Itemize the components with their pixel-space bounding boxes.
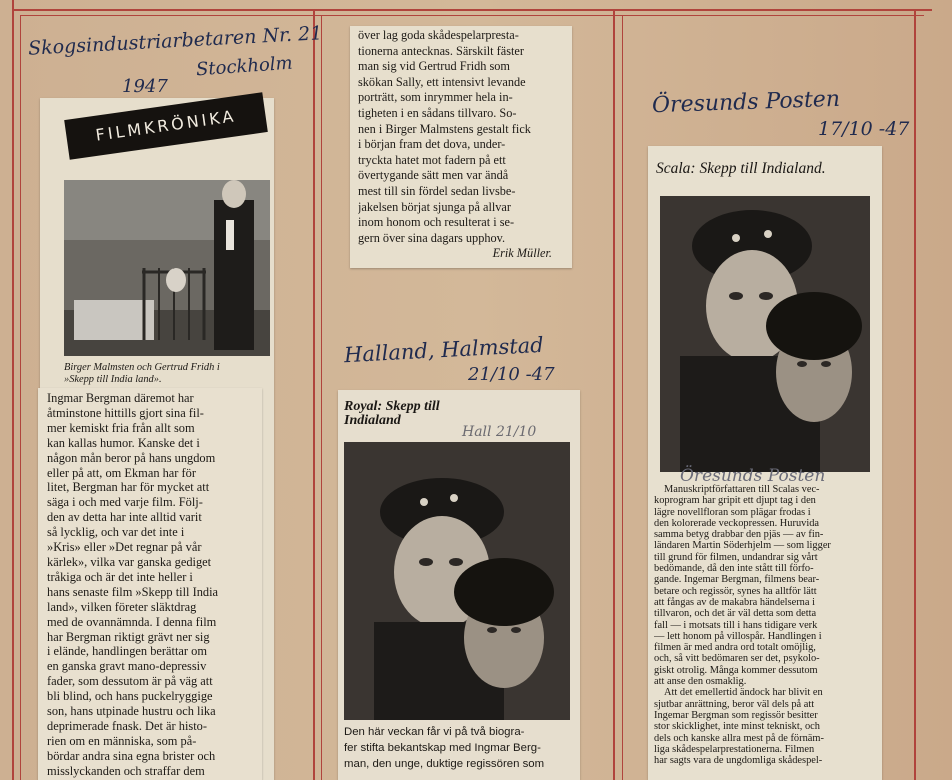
handwritten-date-right: 17/10 -47 (818, 118, 910, 140)
portrait-illustration (660, 196, 870, 472)
body-line: den av detta har inte alltid varit (47, 510, 202, 525)
portrait-illustration (344, 442, 570, 720)
middle-top-clipping (350, 26, 572, 268)
body-line: porträtt, som inrymmer hela in- (358, 90, 513, 105)
body-line: — lett honom på villospår. Handlingen i (654, 630, 822, 642)
handwritten-source-middle: Halland, Halmstad (343, 332, 545, 368)
page-border-top-inner (20, 15, 924, 16)
middle-headline (344, 400, 440, 428)
body-line: fer stifta bekantskap med Ingmar Berg- (344, 742, 541, 754)
right-film-still (660, 196, 870, 472)
middle-bottom-body (338, 724, 580, 772)
column-rule-1b (321, 15, 322, 780)
body-line: man, den unge, duktige regissören som (344, 758, 545, 770)
body-line: Ingemar Bergman som regissör besitter (654, 709, 818, 721)
headline-line: Royal: Skepp till (344, 399, 440, 414)
body-line: i elände, handlingen berättar om (47, 644, 207, 659)
left-article-clipping (38, 388, 262, 780)
body-line: har Bergman riktigt grävt ner sig (47, 629, 210, 644)
body-line: tråkiga och är det inte heller i (47, 569, 193, 584)
body-line: ländaren Martin Söderhjelm — som ligger (654, 540, 831, 552)
body-line: koprogram har gripit ett djupt tag i den (654, 495, 816, 507)
body-line: bedömande, då den inte stått till förfo- (654, 563, 814, 575)
column-rule-2a (613, 10, 615, 780)
right-article-body (654, 484, 878, 766)
body-line: skökan Sally, ett intensivt levande (358, 74, 526, 89)
handwritten-source-right: Öresunds Posten (651, 86, 841, 119)
body-line: åtminstone hittills gjort sina fil- (47, 405, 204, 420)
body-line: Manuskriptförfattaren till Scalas vec- (664, 484, 820, 495)
body-line: tionerna antecknas. Särskilt fäster (358, 43, 524, 58)
body-line: mest till sin fördel sedan livsbe- (358, 183, 516, 198)
body-line: gande. Ingemar Bergman, filmens bear- (654, 574, 820, 586)
body-line: tillvaron, och det är väl detta som detta (654, 608, 817, 620)
body-line: dels och kanske allra mest på de förnäm- (654, 732, 824, 744)
body-line: filmen är med andra ord totalt omöjlig, (654, 642, 816, 654)
body-line: Den här veckan får vi på två biogra- (344, 726, 525, 738)
page-border-right (914, 10, 916, 780)
body-line: i början fram det dova, under- (358, 137, 506, 152)
body-line: Att det emellertid ändock har blivit en (664, 687, 823, 699)
middle-top-body (352, 28, 572, 262)
body-line: son, hans utpinade hustru och lika (47, 704, 216, 719)
body-line: stor skicklighet, inte minst tekniskt, och (654, 721, 820, 733)
body-line: och, så vitt bedömaren ser det, psykolo- (654, 653, 820, 665)
body-line: över lag goda skådespelarpresta- (358, 28, 519, 42)
body-line: liga skådespelarprestationerna. Filmen (654, 743, 815, 755)
body-line: »Kris» eller »Det regnar på vår (47, 540, 202, 555)
middle-bottom-clipping (338, 390, 580, 780)
body-line: den kolorerade veckopressen. Huruvida (654, 517, 820, 529)
handwritten-source-left: Skogsindustriarbetaren Nr. 21 (27, 22, 323, 60)
handwritten-year-left: 1947 (122, 76, 168, 97)
body-line: säga i och med varje film. Följ- (47, 495, 203, 510)
middle-film-still (344, 442, 570, 720)
body-line: kan kallas humor. Kanske det i (47, 435, 200, 450)
body-line: rien om en människa, som på- (47, 733, 197, 748)
body-line: land», vilken företer släktdrag (47, 599, 197, 614)
body-line: samma betyg drabbar den pjäs — av fin- (654, 529, 824, 541)
body-line: eller på att, om Ekman har för (47, 465, 196, 480)
page-border-left (12, 0, 14, 780)
handwritten-date-middle: 21/10 -47 (468, 364, 555, 385)
body-line: tigheten i en sådans tillvaro. So- (358, 105, 517, 120)
signature: Erik Müller. (492, 246, 552, 261)
left-article-body (41, 391, 259, 779)
body-line: har sagts vara de ungdomliga skådespel- (654, 755, 823, 767)
body-line: tryckta hatet mot fadern på ett (358, 152, 506, 167)
body-line: Ingmar Bergman däremot har (47, 391, 194, 405)
left-film-still (64, 180, 270, 356)
body-line: nen i Birger Malmstens gestalt fick (358, 121, 531, 136)
body-line: gern över sina dagars upphov. (358, 230, 506, 245)
page-border-top (12, 9, 932, 11)
body-line: man sig vid Gertrud Fridh som (358, 59, 510, 74)
body-line: sjutbar anrättning, beror väl dels på att (654, 698, 815, 710)
handwritten-stamp-middle: Hall 21/10 (462, 424, 537, 440)
body-line: misslyckanden och straffar dem (47, 763, 205, 778)
body-line: inom honom och resulterat i se- (358, 215, 515, 230)
body-line: jakelsen börjat sjunga på allvar (358, 199, 511, 214)
body-line: mer kemiskt fria från allt som (47, 420, 195, 435)
right-headline: Scala: Skepp till Indialand. (656, 160, 826, 177)
banner-title: FILMKRÖNIKA (94, 106, 238, 145)
right-clipping (648, 146, 882, 780)
body-line: hans senaste film »Skepp till India (47, 584, 219, 599)
body-line: lägre novellfloran som plägar frodas i (654, 506, 811, 518)
body-line: så lycklig, och var det inte i (47, 525, 185, 540)
body-line: betare och regissör, synes ha alltför lätt (654, 585, 817, 597)
body-line: att anse den osmaklig. (654, 676, 747, 688)
body-line: en ganska gravt mano-depressiv (47, 659, 207, 674)
body-line: någon mån beror på hans ungdom (47, 450, 216, 465)
body-line: fader, som dessutom är på väg att (47, 674, 213, 689)
left-photo-caption (64, 362, 270, 386)
column-rule-1a (313, 10, 315, 780)
filmkronika-banner (64, 92, 268, 159)
body-line: övertygande sätt men var ändå (358, 168, 509, 183)
caption-line: »Skepp till India land». (64, 374, 162, 385)
body-line: deprimerade fnask. Det är histo- (47, 718, 207, 733)
body-line: med de ovannämnda. I denna film (47, 614, 217, 629)
body-line: till grund för filmen, undandrar sig vårt (654, 551, 818, 563)
body-line: litet, Bergman har för mycket att (47, 480, 210, 495)
body-line: fall — i motsats till i hans tidigare verk (654, 619, 818, 631)
page-border-inner-left (20, 15, 21, 780)
body-line: giskt otrolig. Många kommer dessutom (654, 664, 818, 676)
handwritten-city-left: Stockholm (195, 52, 294, 81)
caption-line: Birger Malmsten och Gertrud Fridh i (64, 362, 220, 373)
headline-line: Indialand (344, 413, 401, 428)
body-line: att fångas av de makabra händelserna i (654, 596, 815, 608)
column-rule-2b (622, 15, 623, 780)
body-line: kärlek», vilka var ganska gediget (47, 554, 212, 569)
body-line: bördar andra sina egna brister och (47, 748, 216, 763)
handwritten-stamp-right: Öresunds Posten (680, 466, 826, 486)
body-line: bli blind, och hans puckelryggige (47, 689, 213, 704)
film-still-illustration (64, 180, 270, 356)
